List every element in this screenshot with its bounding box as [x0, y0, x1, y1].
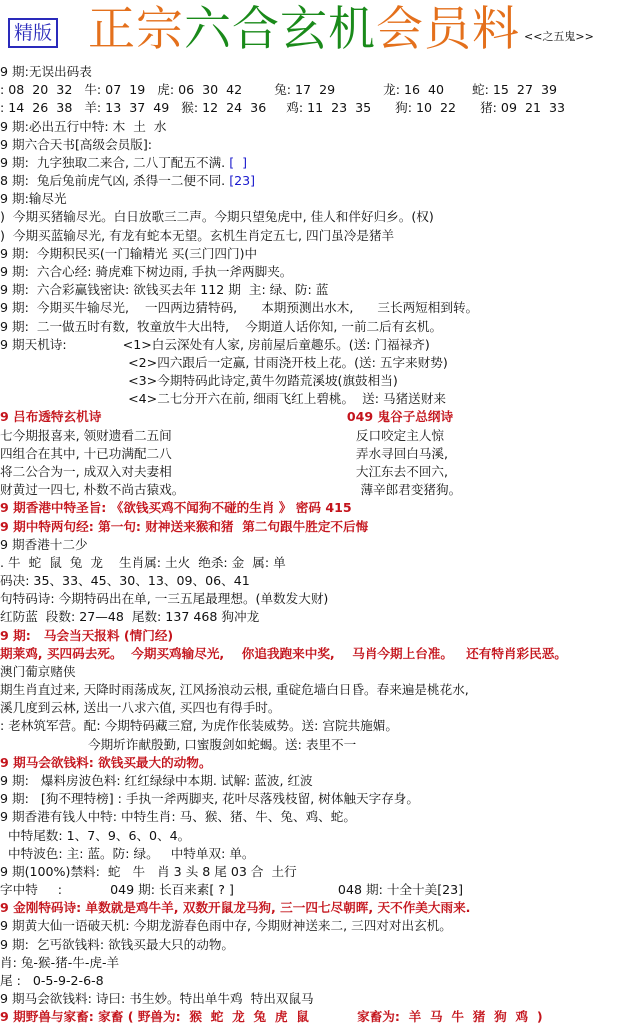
text-line — [0, 735, 621, 754]
text-segment: [23] — [229, 173, 256, 189]
text-line — [0, 589, 621, 608]
text-line — [0, 335, 621, 354]
text-segment: 尾 : 0-5-9-2-6-8 — [0, 973, 104, 988]
text-line — [0, 280, 621, 299]
text-line — [0, 80, 621, 99]
text-segment: <2>四六跟后一定赢, 甘雨浇开枝上花。(送: 五字来财势) — [0, 354, 448, 370]
text-segment: . 牛 蛇 鼠 兔 龙 生肖属: 土火 绝杀: 金 属: 单 — [0, 554, 286, 570]
text-segment: 9 期: 爆料房波色料: 红红绿绿中本期. 试解: 蓝波, 红波 — [0, 773, 313, 789]
text-segment: 9 期:无误出码表 — [0, 64, 92, 79]
text-line — [0, 317, 621, 336]
text-line — [0, 862, 621, 881]
text-segment: 9 期野兽与家畜: 家畜 ( 野兽为: 猴 蛇 龙 兔 虎 鼠 家畜为: 羊 马 牛 猪 狗 鸡 ) — [0, 1009, 543, 1025]
text-line — [0, 426, 621, 445]
text-line — [0, 953, 621, 972]
text-segment: : 老林筑军营。配: 今期特码藏三窟, 为虎作伥装威势。送: 宫院共施媚。 — [0, 718, 398, 734]
text-segment: 9 期: 九字独取二来合, 二八丁配五不满. — [0, 154, 230, 170]
text-line — [0, 371, 621, 390]
text-line — [0, 753, 621, 772]
text-line — [0, 553, 621, 572]
title-char: 机 — [328, 2, 376, 57]
text-segment: ) 今期买猪输尽光。白日放歌三二声。今期只望兔虎中, 佳人和伴好归乡。(权) — [0, 209, 434, 225]
text-line — [0, 444, 621, 463]
text-line — [0, 898, 621, 917]
text-line — [0, 117, 621, 136]
text-line — [0, 135, 621, 154]
text-segment: 七今期报喜来, 领财遗看二五间 反口咬定主人惊 — [0, 427, 445, 443]
text-segment: 句特码诗: 今期特码出在单, 一三五尾最理想。(单数发大财) — [0, 591, 329, 607]
text-segment: 9 吕布透特玄机诗 — [0, 409, 347, 425]
text-segment: 红防蓝 段数: 27—48 尾数: 137 468 狗冲龙 — [0, 609, 260, 625]
text-segment: 9 期: 乞丐欲钱料: 欲钱买最大只的动物。 — [0, 936, 235, 952]
title-char: 合 — [232, 2, 280, 57]
text-line — [0, 189, 621, 208]
text-segment: [ ] — [229, 154, 248, 170]
text-segment: : 08 20 32 牛: 07 19 虎: 06 30 42 兔: 17 29 龙: 16 40 蛇: 15 27 39 — [0, 82, 557, 98]
title-char: 料 — [472, 2, 520, 57]
text-segment: 溪几度到云林, 送出一八求六值, 买四也有得手时。 — [0, 700, 281, 716]
text-segment: 9 期: 今期积民买(一门输精光 买(三门四门)中 — [0, 245, 258, 261]
text-segment: 9 期: 六合彩赢钱密诀: 欲钱买去年 112 期 主: 绿、防: 蓝 — [0, 282, 329, 298]
text-segment: 将二公合为一, 成双入对夫妻相 大江东去不回六, — [0, 463, 449, 479]
text-line — [0, 807, 621, 826]
text-line — [0, 517, 621, 536]
text-line — [0, 698, 621, 717]
text-segment: 9 期: [狗不理特榜] : 手执一斧两脚夹, 花叶尽落残枝留, 树体触天字存身。 — [0, 791, 419, 807]
text-segment: : 14 26 38 羊: 13 37 49 猴: 12 24 36 鸡: 11 23 35 狗: 10 22 猪: 09 21 33 — [0, 100, 566, 116]
text-segment: 9 期香港十二少 — [0, 536, 88, 552]
text-segment: 期莱鸡, 买四码去死。 今期买鸡输尽光, 你追我跑来中奖, 马肖今期上台准。 还有特肖彩民恶。 — [0, 645, 567, 661]
text-line — [0, 171, 621, 190]
edition-badge: 精版 — [8, 18, 58, 48]
text-segment: 9 金刚特码诗: 单数就是鸡牛羊, 双数开鼠龙马狗, 三一四七尽朝晖, 天不作美大雨来. — [0, 900, 471, 916]
text-segment: 9 期:必出五行中特: 木 土 水 — [0, 118, 167, 134]
text-segment: <3>今期特码此诗定,黄牛勿踏荒溪坡(旗鼓相当) — [0, 373, 398, 389]
text-line — [0, 880, 621, 899]
text-segment: 9 期: 二一做五时有数, 牧童放牛大出特, 今期道人话你知, 一前二后有玄机。 — [0, 318, 443, 334]
text-line — [0, 407, 621, 426]
text-segment: 期生肖直过来, 天降时雨荡成灰, 江风扬浪动云根, 重碇危墙白日昏。春来遍是桃花水, — [0, 682, 469, 698]
text-line — [0, 298, 621, 317]
text-line — [0, 480, 621, 499]
text-segment: 四组合在其中, 十已功满配二八 弄水寻回白马溪, — [0, 445, 449, 461]
text-line — [0, 626, 621, 645]
text-line — [0, 716, 621, 735]
author-signature: <<之五鬼>> — [524, 30, 594, 43]
title-char: 宗 — [136, 2, 184, 57]
text-line — [0, 98, 621, 117]
text-line — [0, 662, 621, 681]
text-segment: 9 期黄大仙一语破天机: 今期龙游春色雨中存, 今期财神送来二, 三四对对出玄机。 — [0, 918, 452, 934]
text-segment: 中特波色: 主: 蓝。防: 绿。 中特单双: 单。 — [0, 845, 255, 861]
text-line — [0, 498, 621, 517]
title-char: 六 — [184, 2, 232, 57]
text-segment: 9 期:输尽光 — [0, 191, 67, 207]
text-segment: 9 期: 六合心经: 骑虎难下树边雨, 手执一斧两脚夹。 — [0, 263, 293, 279]
text-line — [0, 844, 621, 863]
text-segment: 财黄过一四七, 朴数不尚古猿戏。 薄辛郎君变猪狗。 — [0, 482, 462, 498]
text-line — [0, 62, 621, 81]
text-segment: 9 期(100%)禁料: 蛇 牛 肖 3 头 8 尾 03 合 土行 — [0, 863, 297, 879]
text-segment: 049 鬼谷子总纲诗 — [346, 409, 454, 425]
text-segment: 9 期六合天书[高级会员版]: — [0, 136, 153, 152]
title-char: 员 — [424, 2, 472, 57]
text-line — [0, 353, 621, 372]
text-line — [0, 244, 621, 263]
page-title — [88, 4, 520, 56]
text-line — [0, 935, 621, 954]
title-char: 会 — [376, 2, 424, 57]
text-line — [0, 571, 621, 590]
text-segment: <4>二七分开六在前, 细雨飞红上碧桃。 送: 马猪送财来 — [0, 391, 446, 407]
text-segment: 9 期中特两句经: 第一句: 财神送来猴和猪 第二句跟牛胜定不后悔 — [0, 518, 369, 534]
text-line — [0, 644, 621, 663]
text-line — [0, 971, 621, 990]
text-segment: 9 期: 今期买牛输尽光, 一四两边猜特码, 本期预测出水木, 三长两短相到转。 — [0, 300, 479, 316]
page-header — [0, 0, 621, 62]
text-segment: 9 期香港有钱人中特: 中特生肖: 马、猴、猪、牛、兔、鸡、蛇。 — [0, 809, 356, 825]
text-line — [0, 389, 621, 408]
text-segment: 今期圻诈献殷勤, 口蜜腹剑如蛇蝎。送: 表里不一 — [0, 736, 357, 752]
text-line — [0, 535, 621, 554]
text-line — [0, 771, 621, 790]
text-segment: 肖: 兔-猴-猪-牛-虎-羊 — [0, 954, 120, 970]
text-line — [0, 207, 621, 226]
text-line — [0, 1007, 621, 1026]
title-char: 玄 — [280, 2, 328, 57]
text-line — [0, 680, 621, 699]
text-segment: 9 期: 马会当天报料 (情门经) — [0, 627, 174, 643]
text-line — [0, 789, 621, 808]
text-segment: 澳门葡京赌侠 — [0, 663, 76, 679]
text-line — [0, 826, 621, 845]
text-segment: 中特尾数: 1、7、9、6、0、4。 — [0, 827, 191, 843]
text-line — [0, 607, 621, 626]
text-segment: 9 期马会欲钱料: 诗曰: 书生妙。特出单牛鸡 特出双鼠马 — [0, 991, 314, 1007]
text-line — [0, 916, 621, 935]
text-line — [0, 462, 621, 481]
text-segment: ) 今期买蓝输尽光, 有龙有蛇本无望。玄机生肖定五七, 四门虽冷是猪羊 — [0, 227, 395, 243]
text-segment: 字中特 : 049 期: 长百来素[ ? ] 048 期: 十全十美[23] — [0, 882, 464, 898]
text-segment: 8 期: 兔后兔前虎气凶, 杀得一二便不同. — [0, 173, 230, 189]
text-line — [0, 153, 621, 172]
text-segment: 9 期马会欲钱料: 欲钱买最大的动物。 — [0, 754, 212, 770]
text-line — [0, 989, 621, 1008]
text-segment: 码决: 35、33、45、30、13、09、06、41 — [0, 573, 250, 589]
text-segment: 9 期天机诗: <1>白云深处有人家, 房前屋后童趣乐。(送: 门福禄齐) — [0, 336, 430, 352]
text-line — [0, 226, 621, 245]
text-line — [0, 262, 621, 281]
text-segment: 9 期香港中特圣旨: 《欲钱买鸡不闻狗不碰的生肖 》 密码 415 — [0, 500, 352, 516]
title-char: 正 — [88, 2, 136, 57]
